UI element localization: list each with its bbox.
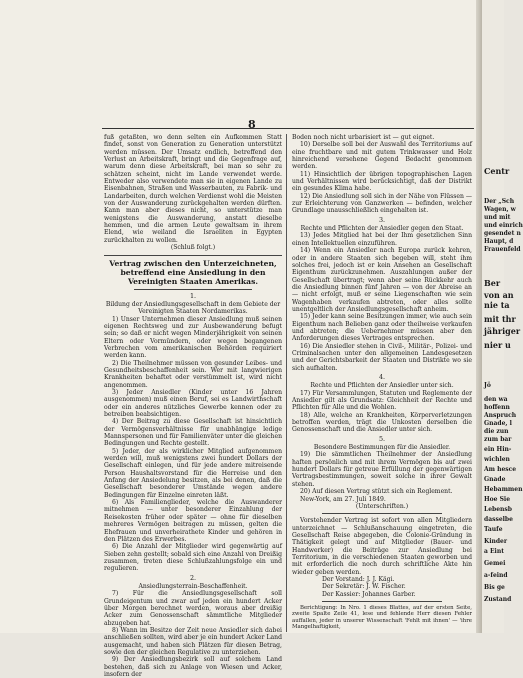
column-divider xyxy=(286,134,287,632)
next-page-fragment: mit thr xyxy=(484,314,516,324)
article-paragraph: 7) Für die Ansiedlungsgesellschaft soll Grundeigentum und zwar auf jeden ein hundert Acker über Morgen berechnet werden, woraus aber dreißig Acker zum Genossenschaft sämmtliche Mitglieder abzugeben hat. xyxy=(104,590,282,627)
next-page-fragment: Kinder xyxy=(484,538,508,545)
officer-name: J. J. Kägi. xyxy=(366,575,395,583)
next-page-fragment: Hoe Sie xyxy=(484,496,511,503)
intro-paragraph: fuß getaßten, wo denn selten ein Aufkommen Statt findet, sonst von Generation zu Generation unterstützt werden müssen. Der Umsatz endlich, betreffend den Verlust an Arbeitskraft, bringt und die Gegenfrage auf, warum denn diese Arbeitskraft, bei man so sehr zu schätzen scheint, nicht im Lande verwendet werde. Entweder also verwendete man sie in eigenen Lande zu Eisenbahnen, Straßen und Wasserbauten, zu Fabrik- und Landarbeiten, durch welchen Verdienst wohl die Meisten von der Auswanderung zurückgehalten werden dürften. Kann man aber dieses nicht, so unterstütze man wenigstens die Auswanderung, anstatt dieselbe hemmen, und die armen Leute gewaltsam in ihrem Elend, wie weiland die Israeliten in Egypten zurückhalten zu wollen. xyxy=(104,134,282,244)
article-paragraph: 10) Derselbe soll bei der Auswahl des Territoriums auf eine fruchtbare und mit gutem Trinkwasser und Holz hinreichend versehene Gegend Bedacht genommen werden. xyxy=(292,141,472,171)
article-paragraph: 14) Wenn ein Ansiedler nach Europa zurück kehren, oder in andere Staaten sich begeben will, steht ihm solches frei, jedoch ist er kein Ansehen an Gesellschaft Eigenthum zurückzunehmen. Auszahlungen außer der Gesellschaft übertragt; wenn aber seine Rückkehr auch die Ansiedlung binnen fünf Jahren — von der Abreise an — nicht erfolgt, muß er seine Liegenschaften wie sein Wagenhaben verkaufen abtreten, oder alles sollte unentgeltlich der Ansiedlungsgesellschaft anheim. xyxy=(292,247,472,313)
section-number: 4. xyxy=(378,373,386,381)
next-page-fragment: Hebammen xyxy=(484,486,523,493)
article-paragraph: 6) Als Familienglieder, welche die Auswanderer mitnehmen — unter besonderer Einzahlung der Reisekosten früher oder später — ohne für dieselben mehreres Vermögen beitragen zu müssen, gelten die Ehefrauen und unverheirathete Kinder und gehören in den Plätzen des Erwerbes. xyxy=(104,499,282,543)
next-page-fragment: hoffenn xyxy=(484,404,510,411)
section-number: 3. xyxy=(378,215,386,224)
next-page-fragment: Anspruch xyxy=(484,412,517,419)
next-page-fragment: a-feind xyxy=(484,572,508,579)
next-page-fragment: Gnade xyxy=(484,476,506,483)
continued-note: (Schluß folgt.) xyxy=(170,244,216,252)
officer-line xyxy=(292,576,472,583)
officer-role: Der Kassier: xyxy=(322,590,361,598)
article-paragraph: 15) Jeder kann seine Besitzungen immer, wie auch sein Eigenthum nach Belieben ganz oder theilweise verkaufen und abtreten; die Uebernehmer müssen aber den Anforderungen dieses Vertrages entsprechen. xyxy=(292,313,472,343)
next-page-fragment: und einrich xyxy=(484,222,523,229)
section-title: Ansiedlungsterrain-Beschaffenheit. xyxy=(138,582,248,590)
next-page-fragment: nie ta xyxy=(484,300,510,310)
article-paragraph: 2) Die Theilnehmer müssen von gesunder Leibes- und Gesundheitsbeschaffenheit sein. Wer mit langwierigen Krankheiten behaftet oder verstümmelt ist, wird nicht angenommen. xyxy=(104,359,282,389)
next-page-fragment: den wa xyxy=(484,396,508,403)
next-page-fragment: Taufe xyxy=(484,526,503,533)
section-number: 5. xyxy=(378,434,386,443)
section-number: 1. xyxy=(189,291,197,300)
article-paragraph: 18) Alle, welche an Krankheiten, Körperverletzungen betroffen werden, trägt die Unkosten derselben die Genossenschaft und die Ansiedler unter sich. xyxy=(292,411,472,434)
section-number: 2. xyxy=(189,573,197,582)
next-page-fragment: gesendet n xyxy=(484,230,521,237)
article-paragraph: 6) Die Anzahl der Mitglieder wird gegenwärtig auf Sieben zehn gestellt; sobald sich eine Anzahl von Dreißig zusammen, treten diese Schlußzahlungsfolge ein und regulieren. xyxy=(104,543,282,573)
article-paragraph: 19) Die sämmtlichen Theilnehmer der Ansiedlung haften persönlich und mit ihrem Vermögen bis auf zwei hundert Dollars für getreue Erfüllung der gegenwärtigen Vertragsbestimmungen, soweit solche in ihrer Gewalt stehen. xyxy=(292,451,472,488)
article-paragraph: Boden noch nicht urbarisiert ist — gut eignet. xyxy=(292,134,435,141)
article-paragraph: 16) Die Ansiedler stehen in Civil-, Militär-, Polizei- und Criminalsachen unter den allgemeinen Landesgesetzen und der Gerichtsbarkeit der Staaten und Distrikte wo sie sich aufhalten. xyxy=(292,342,472,372)
officer-line xyxy=(292,583,472,590)
next-page-fragment: wichlen xyxy=(484,456,510,463)
section-title: Besondere Bestimmungen für die Ansiedler. xyxy=(313,444,451,452)
article-paragraph: 3) Jeder Ansiedler (Kinder unter 16 Jahren ausgenommen) muß einen Beruf, sei es Landwirthschaft oder ein anderes nützliches Gewerbe kennen oder zu betreiben beabsichtigen. xyxy=(104,388,282,418)
next-page-fragment: Wagen, w xyxy=(484,206,516,213)
article-paragraph: 4) Der Beitrag zu diese Gesellschaft ist hinsichtlich der Vermögensverhältnisse für unabhängige ledige Mannspersonen und für Familienväter unter die gleichen Bedingungen und Rechte gestellt. xyxy=(104,418,282,448)
next-page-fragment: Gemei xyxy=(484,560,506,567)
next-page-fragment: Haupt, d xyxy=(484,238,514,245)
article-heading: Vertrag zwischen den Unterzeichneten, betreffend eine Ansiedlung in den Vereinigten Staaten Amerikas. xyxy=(109,258,277,286)
divider xyxy=(104,255,282,256)
divider xyxy=(134,289,252,290)
officer-role: Der Vorstand: xyxy=(322,575,365,583)
next-page-fragment: ein Hin- xyxy=(484,446,512,453)
section-title: Rechte und Pflichten der Ansiedler gegen den Staat. xyxy=(300,225,464,233)
header-rule xyxy=(102,128,474,129)
divider xyxy=(322,513,442,514)
next-page-fragment: Lebensb xyxy=(484,506,512,513)
left-column xyxy=(104,134,282,678)
article-paragraph: 1) Unser Unternehmen dieser Ansiedlung muß seinen eigenen Rechtsweg und zur Ausbewanderung befugt sein; so daß er nicht wegen Minderjährigkeit von seinen Eltern oder Vormündern, oder wegen begangenen Verbrechen vom amerikanischen Behörden requiriert werden kann. xyxy=(104,315,282,360)
page-number: 8 xyxy=(248,118,256,131)
officer-role: Der Sekretär: xyxy=(322,583,365,591)
place-date: New-York, am 27. Juli 1849. xyxy=(300,495,386,503)
signatures-note: (Unterschriften.) xyxy=(355,502,409,510)
next-page-fragment: Gnade, l xyxy=(484,420,512,427)
next-page-fragment: Centr xyxy=(484,166,510,176)
next-page-fragment: Der „Sch xyxy=(484,198,515,205)
article-paragraph: 13) Jedes Mitglied hat bei der Ihm gesetzlichen Sinn einen Intellektuellen einzuführen. xyxy=(292,232,472,247)
next-page-fragment: Am hesce xyxy=(484,466,517,473)
officer-name: Johannes Garber. xyxy=(362,590,416,598)
next-page-fragment: Bis ge xyxy=(484,584,505,591)
article-paragraph: 11) Hinsichtlich der übrigen topographischen Lagen und Verhältnissen wird berücksichtigt, daß der Distrikt ein gesundes Klima habe. xyxy=(292,170,472,193)
next-page-fragment: und mit xyxy=(484,214,511,221)
article-paragraph: 8) Wann im Besitze der Zeit neue Ansiedler sich dabei anschließen sollten, wird aber je ein hundert Acker Land ausgemacht, und haben sich Plätzen für diesen Betrag, sowie den der gleichen Regulative zu unterziehen. xyxy=(104,626,282,656)
next-page-fragment: die zun xyxy=(484,428,509,435)
next-page-edge xyxy=(482,0,523,633)
next-page-fragment: Jö xyxy=(484,382,491,389)
next-page-fragment: dasselbe xyxy=(484,516,513,523)
next-page-fragment: nier u xyxy=(484,340,511,350)
next-page-fragment: zum bar xyxy=(484,436,512,443)
next-page-fragment: Frauenfeld xyxy=(484,246,521,253)
right-column xyxy=(292,134,472,630)
section-title: Bildung der Ansiedlungsgesellschaft in dem Gebiete der Vereinigten Staaten Nordamerikas. xyxy=(105,300,281,316)
article-paragraph: 17) Für Versammlungen, Statuten und Reglemente der Ansiedler gilt als Grundsatz: Gleichheit der Rechte und Pflichten für Alle und die Wohlen. xyxy=(292,389,472,412)
article-paragraph: 20) Auf diesen Vertrag stützt sich ein Reglement. xyxy=(300,488,453,496)
section-title: Rechte und Pflichten der Ansiedler unter sich. xyxy=(310,382,454,390)
officer-line xyxy=(292,591,472,598)
notice-paragraph: Vorstehender Vertrag ist sofort von allen Mitgliedern unterzeichnet — Schlußanschauung eingetreten, die Gesellschaft Reise abgegeben, die Colonie-Gründung in Thätigkeit gelegt und auf Mitglieder (Bauer- und Handwerker) die Beiträge zur Ansiedlung bei Territorium, in die verschiedenen Staaten geworben und mit erforderlich die noch durch schriftliche Akte hin wieder geben werden. xyxy=(292,517,472,576)
next-page-fragment: a Eint xyxy=(484,548,504,555)
next-page-fragment: von an xyxy=(484,290,514,300)
next-page-fragment: Ber xyxy=(484,278,501,288)
next-page-fragment: jähriger xyxy=(484,326,521,336)
divider xyxy=(322,601,442,602)
erratum-note: Berichtigung: In Nro. 1 dieses Blattes, auf der ersten Seite, zweite Spalte Zeile 41, lese und fehlende Herr diesen Fehler auffallen, jeder in unserer Wissenschaft 'Fehlt mit ihnen' — 'ihre Mangelhaftigkeit, xyxy=(292,604,472,630)
article-paragraph: 5) Jeder, der als wirklicher Mitglied aufgenommen werden will, muß wenigstens zwei hundert Dollars der Gesellschaft einlegen, und für jede andere mitreisende Person Haushaltsvorstand für die Herreise und den Anfang der Ansiedelung besitzen, als bei denen, daß die Gesellschaft besonderer Umstände wegen andere Bedingungen für Einzelne einreten läßt. xyxy=(104,447,282,499)
next-page-fragment: Zustand xyxy=(484,596,512,603)
article-paragraph: 12) Die Ansiedlung soll sich in der Nähe von Flüssen — zur Erleichterung von Ganzwerken — befinden, welcher Grundlage unausschließlich eingehalten ist. xyxy=(292,192,472,215)
article-paragraph: 9) Der Ansiedlungsbezirk soll auf solchem Land bestehen, daß sich zu Anlage von Wiesen und Acker, insofern der xyxy=(104,656,282,678)
officer-name: J. W. Fischer. xyxy=(366,583,406,591)
